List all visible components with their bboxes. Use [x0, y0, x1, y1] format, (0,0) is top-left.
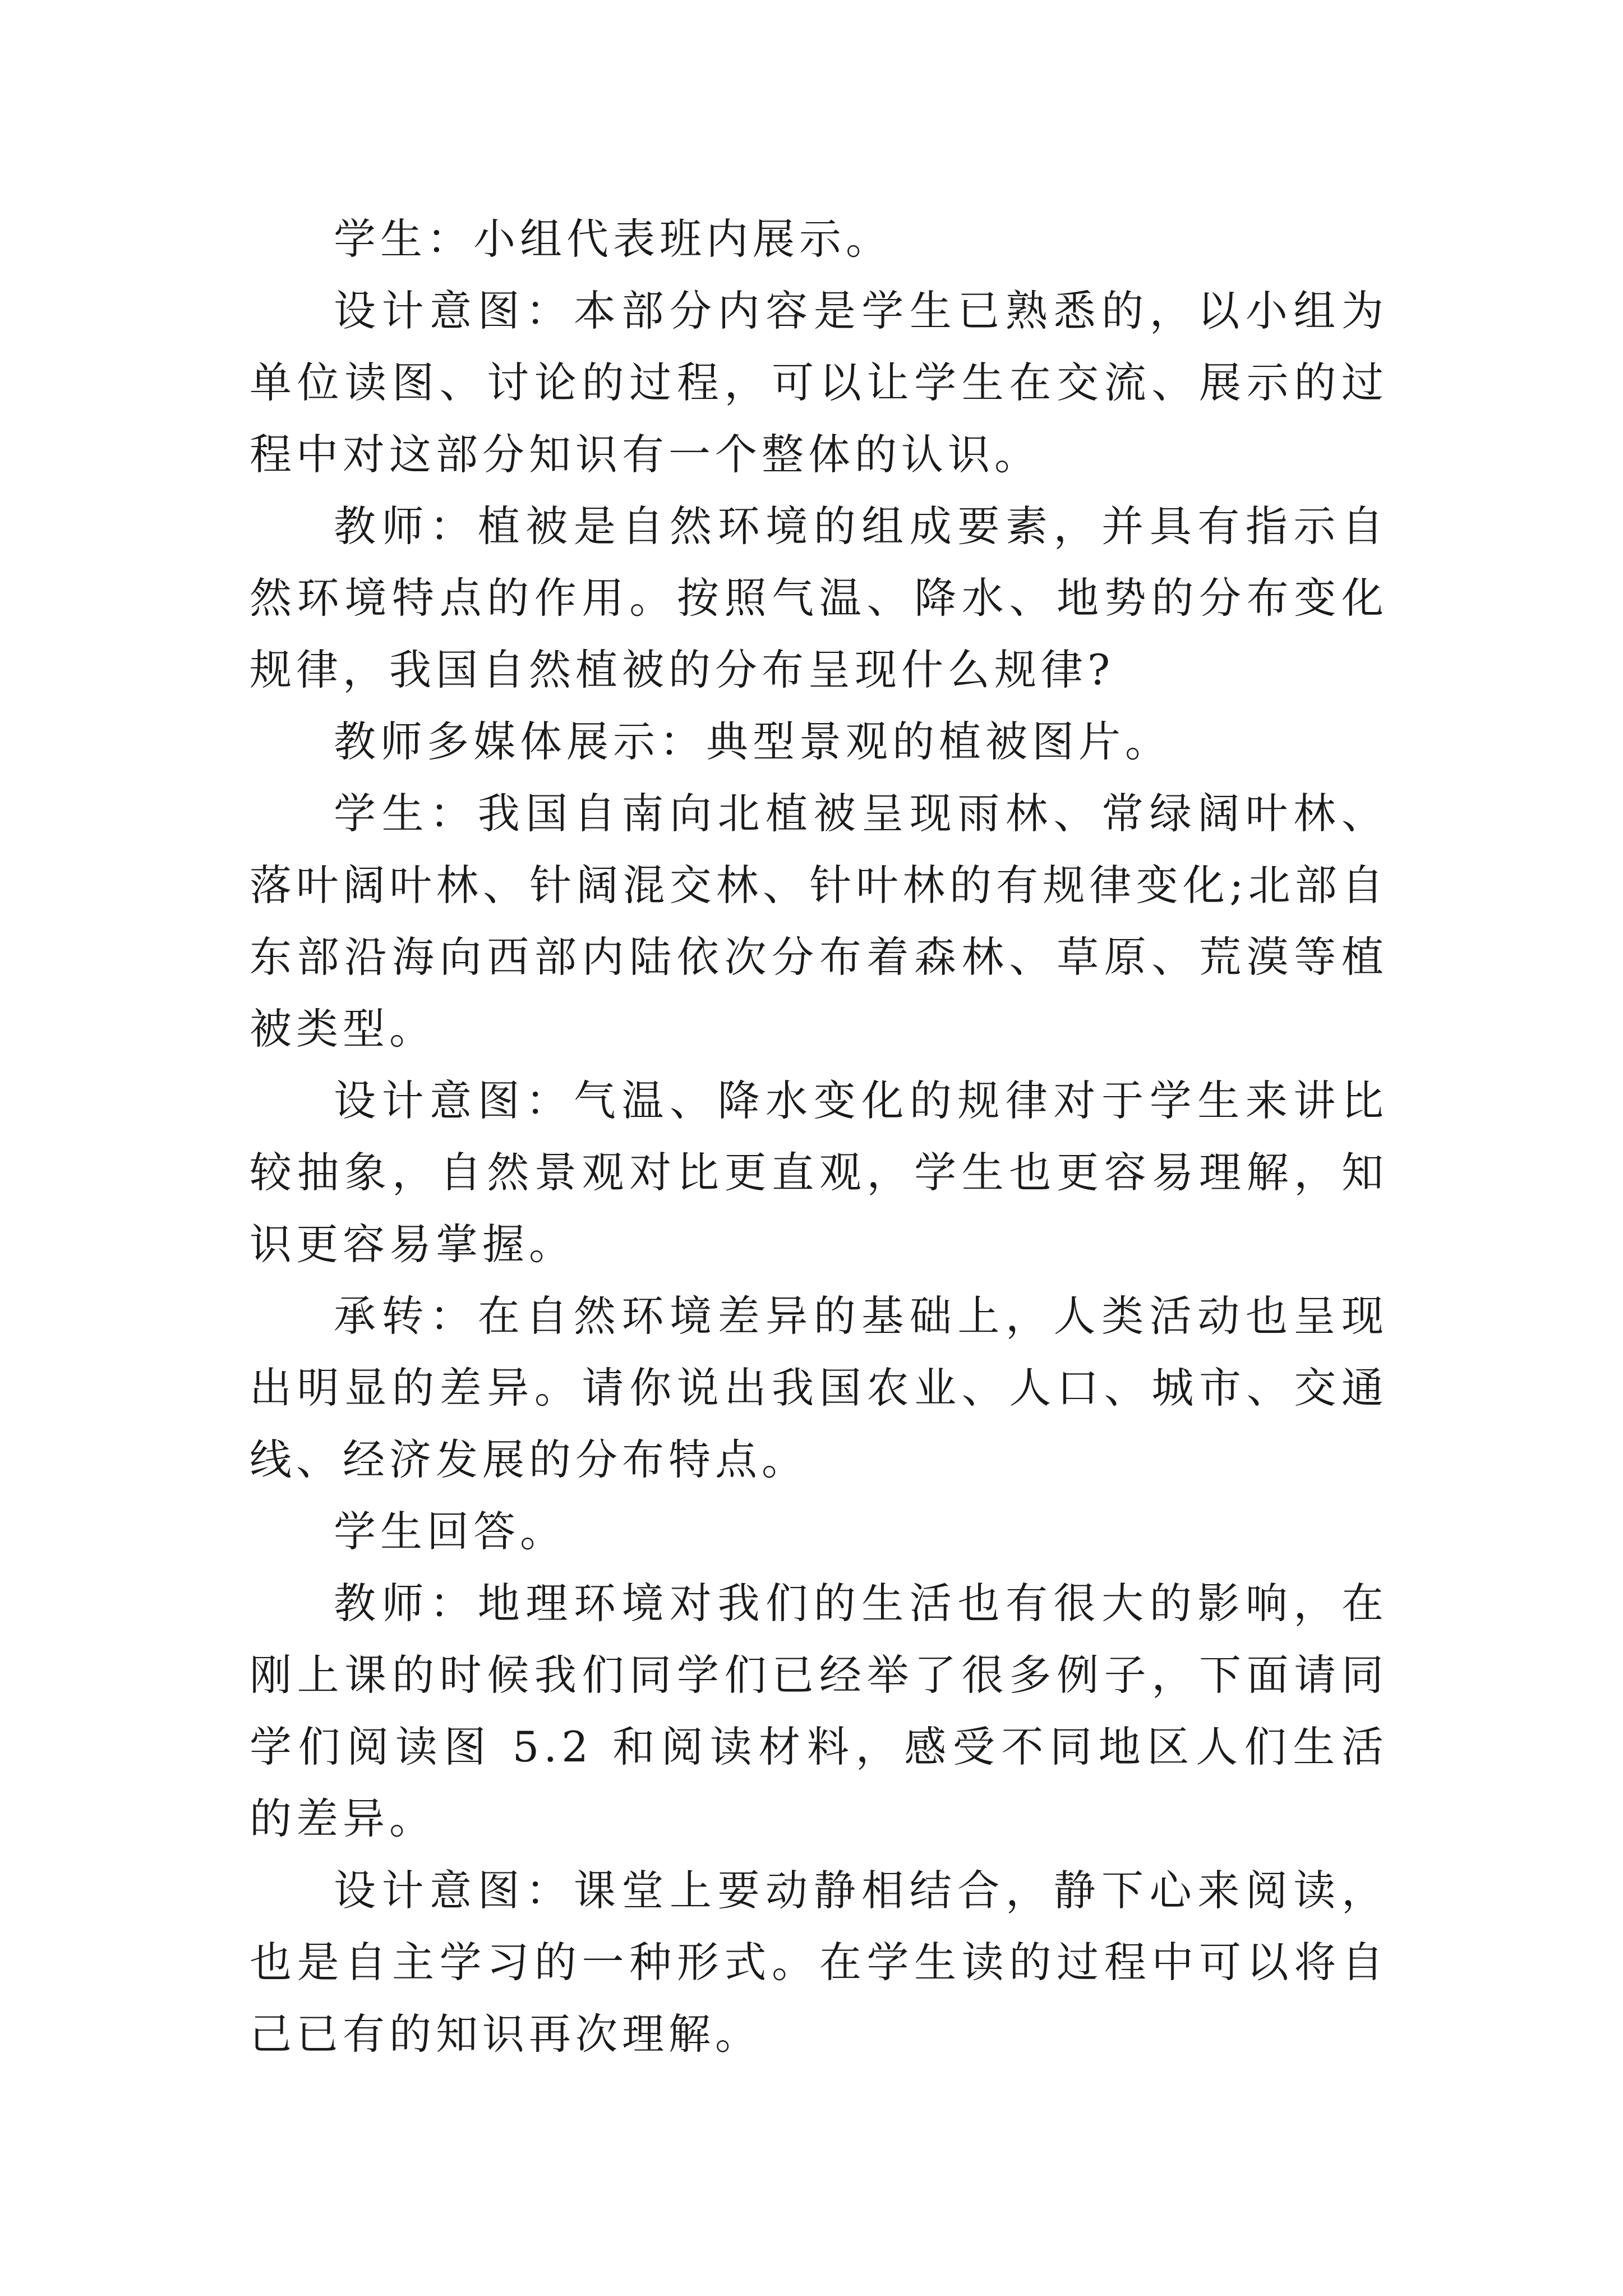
paragraph-student-answer: 学生回答。	[334, 1507, 567, 1556]
paragraph-student-vegetation-answer: 学生：我国自南向北植被呈现雨林、常绿阔叶林、落叶阔叶林、针阔混交林、针叶林的有规律变化;北部自东部沿海向西部内陆依次分布着森林、草原、荒漠等植被类型。	[250, 789, 1388, 1053]
paragraph-design-intent-2: 设计意图：气温、降水变化的规律对于学生来讲比较抽象，自然景观对比更直观，学生也更容易理解，知识更容易掌握。	[250, 1076, 1388, 1269]
paragraph-teacher-vegetation-question: 教师：植被是自然环境的组成要素，并具有指示自然环境特点的作用。按照气温、降水、地势的分布变化规律，我国自然植被的分布呈现什么规律?	[250, 501, 1388, 694]
paragraph-student-group-display: 学生：小组代表班内展示。	[334, 214, 893, 264]
paragraph-design-intent-1: 设计意图：本部分内容是学生已熟悉的，以小组为单位读图、讨论的过程，可以让学生在交流、展示的过程中对这部分知识有一个整体的认识。	[250, 286, 1388, 479]
document-body	[250, 203, 1388, 2070]
paragraph-design-intent-3: 设计意图：课堂上要动静相结合，静下心来阅读，也是自主学习的一种形式。在学生读的过程中可以将自己已有的知识再次理解。	[250, 1866, 1388, 2059]
paragraph-teacher-multimedia: 教师多媒体展示：典型景观的植被图片。	[334, 717, 1172, 766]
paragraph-teacher-reading: 教师：地理环境对我们的生活也有很大的影响，在刚上课的时候我们同学们已经举了很多例子，下面请同学们阅读图 5.2 和阅读材料，感受不同地区人们生活的差异。	[250, 1579, 1388, 1843]
paragraph-transition: 承转：在自然环境差异的基础上，人类活动也呈现出明显的差异。请你说出我国农业、人口、城市、交通线、经济发展的分布特点。	[250, 1291, 1388, 1484]
